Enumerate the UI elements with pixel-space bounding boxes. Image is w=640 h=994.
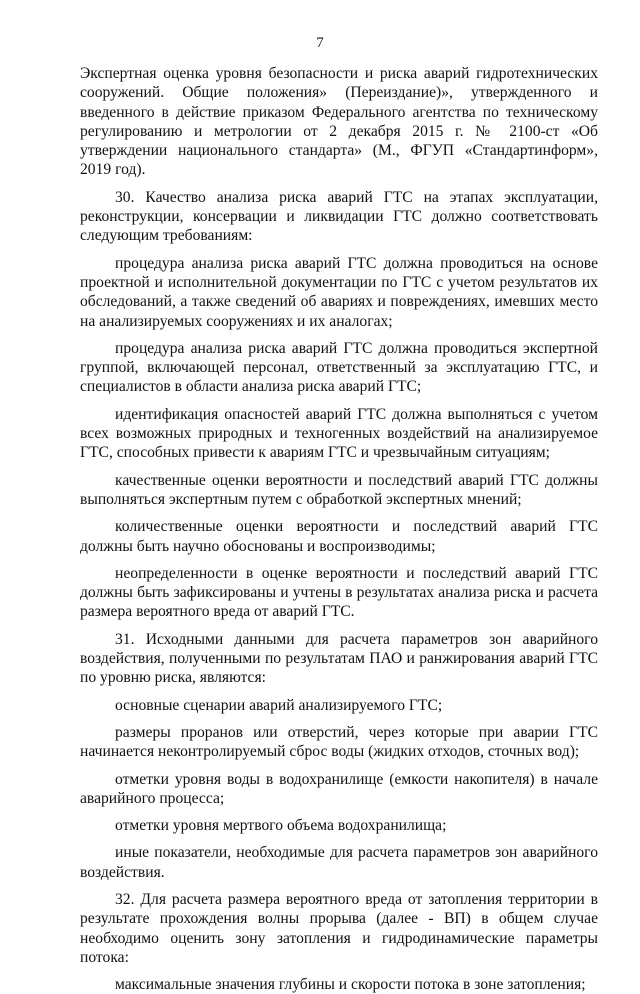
paragraph-15: 32. Для расчета размера вероятного вреда от затопления территории в результате прохождения волны прорыва (далее - ВП) в общем случае необходимо оценить зону затопления и гидродинамические параметры потока: [80, 890, 598, 966]
paragraph-7: количественные оценки вероятности и последствий аварий ГТС должны быть научно обоснованы и воспроизводимы; [80, 518, 598, 555]
paragraph-12: отметки уровня воды в водохранилище (емкости накопителя) в начале аварийного процесса; [80, 770, 598, 807]
paragraph-13: отметки уровня мертвого объема водохранилища; [115, 817, 447, 835]
paragraph-14: иные показатели, необходимые для расчета параметров зон аварийного воздействия. [80, 844, 598, 881]
paragraph-10: основные сценарии аварий анализируемого ГТС; [115, 696, 443, 714]
paragraph-11: размеры проранов или отверстий, через которые при аварии ГТС начинается неконтролируемый сброс воды (жидких отходов, сточных вод); [80, 723, 598, 761]
paragraph-9: 31. Исходными данными для расчета параметров зон аварийного воздействия, полученными по результатам ПАО и ранжирования аварий ГТС по уровню риска, являются: [80, 630, 598, 687]
paragraph-2: 30. Качество анализа риска аварий ГТС на этапах эксплуатации, реконструкции, консервации и ликвидации ГТС должно соответствовать следующим требованиям: [80, 188, 598, 245]
page-number: 7 [316, 35, 324, 51]
paragraph-5: идентификация опасностей аварий ГТС должна выполняться с учетом всех возможных природных и техногенных воздействий на анализируемое ГТС, способных привести к авариям ГТС и чрезвычайным ситуациям; [80, 405, 598, 462]
paragraph-8: неопределенности в оценке вероятности и последствий аварий ГТС должны быть зафиксированы и учтены в результатах анализа риска и расчета размера вероятного вреда от аварий ГТС. [80, 564, 598, 621]
paragraph-1: Экспертная оценка уровня безопасности и риска аварий гидротехнических сооружений. Общие положения» (Переиздание)», утвержденного и введенного в действие приказом Федерального агентства по техническому регулированию и метрологии от 2 декабря 2015 г. № 2100-ст «Об утверждении национального стандарта» (М., ФГУП «Стандартинформ», 2019 год). [80, 65, 598, 179]
paragraph-6: качественные оценки вероятности и последствий аварий ГТС должны выполняться экспертным путем с обработкой экспертных мнений; [80, 471, 598, 508]
document-body [80, 64, 598, 994]
paragraph-3: процедура анализа риска аварий ГТС должна проводиться на основе проектной и исполнительной документации по ГТС с учетом результатов их обследований, а также сведений об авариях и повреждениях, имевших место на анализируемых сооружениях и их аналогах; [80, 254, 598, 330]
paragraph-16: максимальные значения глубины и скорости потока в зоне затопления; [115, 976, 586, 994]
paragraph-4: процедура анализа риска аварий ГТС должна проводиться экспертной группой, включающей персонал, ответственный за эксплуатацию ГТС, и специалистов в области анализа риска аварий ГТС; [80, 339, 598, 396]
